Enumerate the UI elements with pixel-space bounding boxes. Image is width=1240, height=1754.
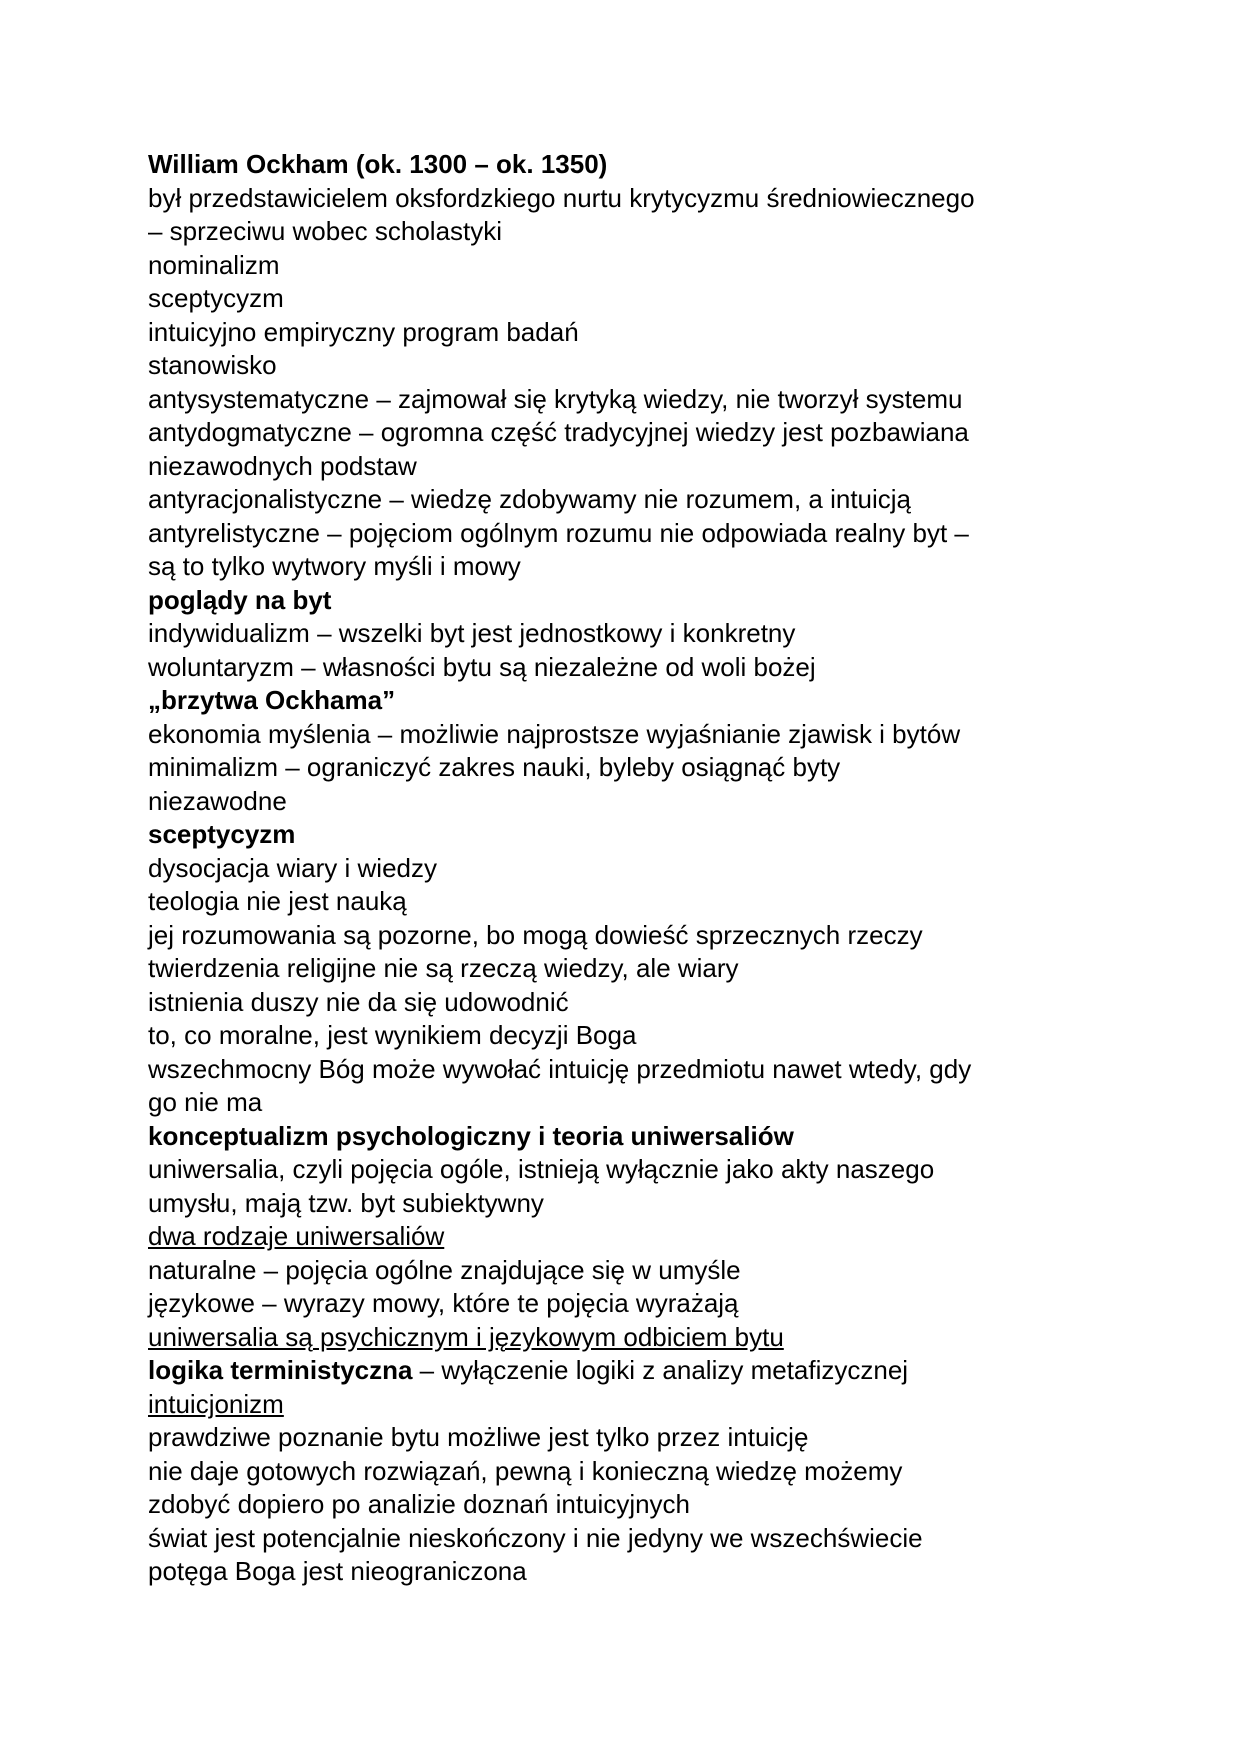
text-line: potęga Boga jest nieograniczona [148,1556,527,1586]
text-line: niezawodne [148,785,287,816]
text-line: zdobyć dopiero po analizie doznań intuicyjnych [148,1489,691,1519]
text-line: antydogmatyczne – ogromna część tradycyjnej wiedzy jest pozbawiana [148,417,969,447]
text-line: są to tylko wytwory myśli i mowy [148,551,521,581]
text-line: językowe – wyrazy mowy, które te pojęcia wyrażają [148,1288,739,1318]
text-line: naturalne – pojęcia ogólne znajdujące się w umyśle [148,1254,741,1285]
text-line: indywidualizm – wszelki byt jest jednostkowy i konkretny [148,618,796,648]
text-line: – sprzeciwu wobec scholastyki [148,216,503,246]
text-line: istnienia duszy nie da się udowodnić [148,986,569,1017]
text-line: ekonomia myślenia – możliwie najprostsze wyjaśnianie zjawisk i bytów [148,718,961,749]
section-heading-sceptycyzm: sceptycyzm [148,819,296,849]
text-line: teologia nie jest nauką [148,886,407,916]
section-heading-intuicjonizm: intuicjonizm [148,1388,284,1419]
logika-description: – wyłączenie logiki z analizy metafizycznej [412,1355,909,1385]
logika-line [148,1354,1088,1388]
text-line: minimalizm – ograniczyć zakres nauki, byleby osiągnąć byty [148,752,841,782]
document-page [148,148,1088,1589]
text-line: antyrelistyczne – pojęciom ogólnym rozumu nie odpowiada realny byt – [148,517,969,548]
text-line: niezawodnych podstaw [148,450,417,481]
text-line: antysystematyczne – zajmował się krytyką wiedzy, nie tworzył systemu [148,383,963,414]
text-line: uniwersalia, czyli pojęcia ogóle, istnieją wyłącznie jako akty naszego [148,1154,935,1184]
text-line: to, co moralne, jest wynikiem decyzji Boga [148,1020,637,1050]
section-heading-byt: poglądy na byt [148,584,332,615]
intuicjonizm-heading-line [148,1388,1088,1422]
text-line: nie daje gotowych rozwiązań, pewną i konieczną wiedzę możemy [148,1455,903,1486]
text-line: prawdziwe poznanie bytu możliwe jest tylko przez intuicję [148,1422,809,1452]
subheading-underlined [148,1220,1088,1254]
text-line: dysocjacja wiary i wiedzy [148,852,437,883]
text-line: stanowisko [148,350,277,380]
section-heading-konceptualizm: konceptualizm psychologiczny i teoria uniwersaliów [148,1120,794,1151]
text-line: go nie ma [148,1087,263,1117]
underlined-text: uniwersalia są psychicznym i językowym odbiciem bytu [148,1321,784,1352]
subheading-text: dwa rodzaje uniwersaliów [148,1221,445,1251]
text-line: świat jest potencjalnie nieskończony i nie jedyny we wszechświecie [148,1522,923,1553]
document-title: William Ockham (ok. 1300 – ok. 1350) [148,149,608,179]
text-line: wszechmocny Bóg może wywołać intuicję przedmiotu nawet wtedy, gdy [148,1053,972,1084]
text-line: antyracjonalistyczne – wiedzę zdobywamy nie rozumem, a intuicją [148,484,912,514]
text-line: nominalizm [148,249,280,280]
text-line: był przedstawicielem oksfordzkiego nurtu krytycyzmu średniowiecznego [148,182,975,213]
text-line: woluntaryzm – własności bytu są niezależne od woli bożej [148,651,816,682]
text-line: jej rozumowania są pozorne, bo mogą dowieść sprzecznych rzeczy [148,919,923,950]
section-heading-logika: logika terministyczna [148,1355,413,1385]
underlined-line [148,1321,1088,1355]
section-heading-brzytwa: „brzytwa Ockhama” [148,685,396,715]
text-line: intuicyjno empiryczny program badań [148,316,579,347]
text-line: sceptycyzm [148,283,284,313]
text-line: twierdzenia religijne nie są rzeczą wiedzy, ale wiary [148,953,739,983]
text-line: umysłu, mają tzw. byt subiektywny [148,1187,544,1218]
